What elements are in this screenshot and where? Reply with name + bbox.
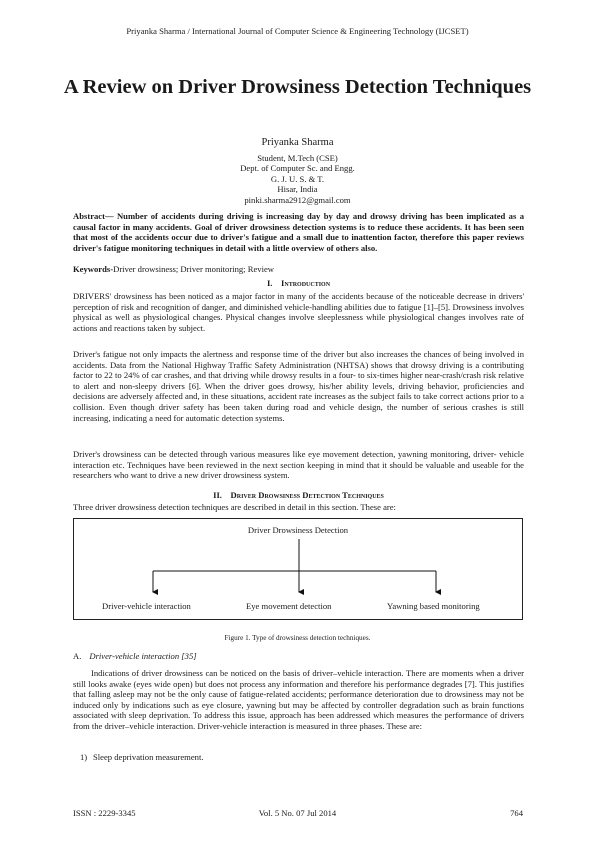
author-affiliation: [0, 153, 595, 205]
affiliation-line: Dept. of Computer Sc. and Engg.: [240, 163, 355, 174]
section2-intro: Three driver drowsiness detection techniques are described in detail in this section. These are:: [73, 502, 396, 512]
section-number: I.: [266, 278, 273, 288]
keywords-text: Driver drowsiness; Driver monitoring; Review: [113, 264, 274, 274]
figure-caption: Figure 1. Type of drowsiness detection techniques.: [224, 634, 371, 642]
list-item: [80, 752, 204, 762]
paper-title: A Review on Driver Drowsiness Detection Techniques: [63, 76, 532, 98]
footer-issn: ISSN : 2229-3345: [73, 808, 136, 818]
subsection-heading-a: [73, 651, 197, 661]
intro-paragraph-1: DRIVERS' drowsiness has been noticed as a major factor in many of the accidents because of the noticeable decrease in drivers' perception of risk and recognition of danger, and diminished vehicle-handling abilities due to fatigue [1]–[5]. Drowsiness involves physical as well as physiological changes. Physical changes involve sleeplessness while physiological changes involves rate of actions and reactions taken by subject.: [73, 291, 524, 333]
abstract: Abstract— Number of accidents during driving is increasing day by day and drowsy driving has been implicated as a causal factor in many accidents. Goal of driver drowsiness detection systems is to reduce these accidents. It has been seen that most of the accidents occur due to driver's fatigue and a small due to inattention factor, therefore this paper reviews driver's fatigue monitoring techniques in detail with a little overview of others also.: [73, 211, 524, 253]
affiliation-line: G. J. U. S. & T.: [270, 173, 325, 184]
figure-node-eye-movement: Eye movement detection: [246, 601, 332, 611]
running-head: Priyanka Sharma / International Journal of Computer Science & Engineering Technology (IJCSET): [126, 26, 469, 36]
subsection-label: A.: [73, 651, 82, 661]
author-name: Priyanka Sharma: [261, 137, 334, 148]
keywords: [73, 264, 524, 275]
subsection-a-paragraph: Indications of driver drowsiness can be noticed on the basis of driver–vehicle interaction. There are moments when a driver still looks awake (eyes wide open) but does not process any information and therefore his performance degrades [7]. This justifies that falling asleep may not be the only cause of fatigue-related accidents; performance deterioration due to drowsiness may not be induced only by indications such as eye closure, yawning but may be affected by controller degradation such as brain functions associated with sleep deprivation. To address this issue, approach has been addressed which measures the performance of drivers from the driver–vehicle interaction. Driver-vehicle interaction is measured in three phases. These are:: [73, 668, 524, 731]
section-heading-introduction: [73, 278, 524, 288]
intro-paragraph-2: Driver's fatigue not only impacts the alertness and response time of the driver but also increases the chances of being involved in accidents. Data from the National Highway Traffic Safety Administration (NHTSA) shows that drowsy driving is a contributing factor to 22 to 24% of car crashes, and that driving while drowsy results in a four- to six-times higher near-crash/crash risk relative to alert and non-sleepy drivers [6]. When the driver goes drowsy, his/her ability levels, driving behavior, proficiencies and decisions are adversely affected and, in these situations, accident rate increases as the subject fails to take correct actions prior to a collision. Even though driver safety has been taken during road and vehicle design, the number of serious crashes is still increasing, indicating a need for automatic detection systems.: [73, 349, 524, 423]
author-email: pinki.sharma2912@gmail.com: [244, 194, 351, 205]
affiliation-line: Student, M.Tech (CSE): [257, 153, 338, 163]
footer-page-number: 764: [510, 808, 523, 818]
figure-diagram: [73, 518, 523, 620]
affiliation-line: Hisar, India: [277, 184, 318, 195]
section-title: Introduction: [281, 278, 331, 288]
keywords-label: Keywords-: [73, 264, 114, 274]
section-heading-techniques: [73, 490, 524, 500]
subsection-title: Driver-vehicle interaction [35]: [89, 651, 197, 661]
footer-volume: Vol. 5 No. 07 Jul 2014: [258, 808, 337, 818]
intro-paragraph-3: Driver's drowsiness can be detected through various measures like eye movement detection, yawning monitoring, driver- vehicle interaction etc. Techniques have been reviewed in the next section keeping in mind that it should be valuable and useable for the researchers who want to drive a new driver drowsiness system.: [73, 449, 524, 481]
figure-root-node: Driver Drowsiness Detection: [247, 525, 349, 535]
figure-node-driver-vehicle: Driver-vehicle interaction: [102, 601, 191, 611]
section-title: Driver Drowsiness Detection Techniques: [230, 490, 384, 500]
figure-node-yawning: Yawning based monitoring: [387, 601, 480, 611]
section-number: II.: [213, 490, 222, 500]
list-item-text: Sleep deprivation measurement.: [93, 752, 204, 762]
list-item-number: 1): [80, 752, 88, 762]
